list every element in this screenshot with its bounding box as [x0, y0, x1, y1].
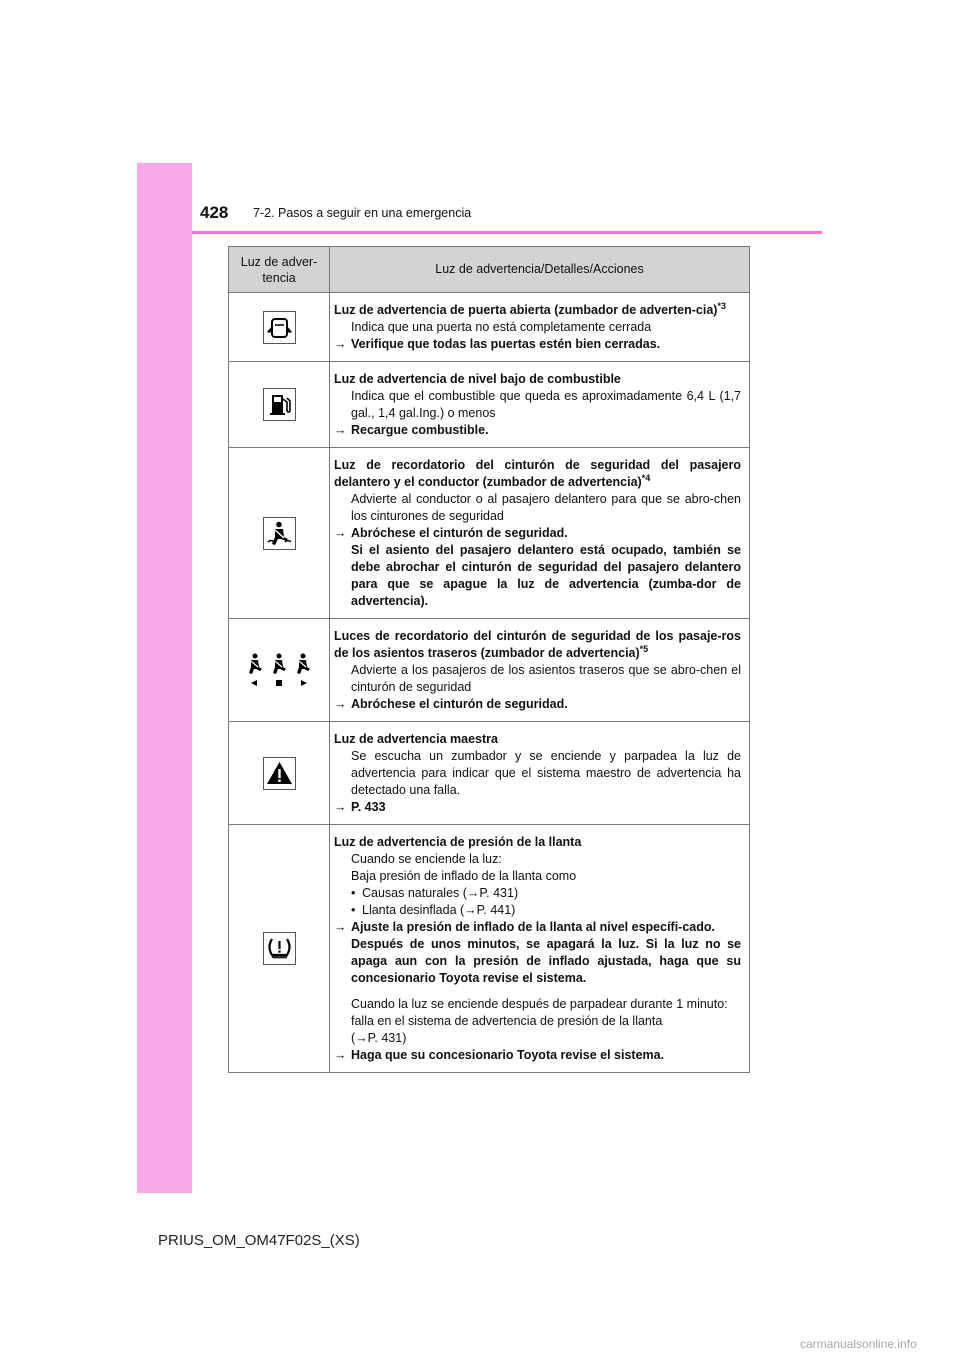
- row-action: [334, 525, 741, 542]
- section-title: 7-2. Pasos a seguir en una emergencia: [253, 206, 472, 220]
- page-reference: P. 431): [367, 1031, 407, 1045]
- arrow-icon: →: [334, 1048, 347, 1062]
- page-number: 428: [200, 203, 229, 222]
- icon-cell: [229, 722, 330, 825]
- arrow-icon: →: [334, 697, 347, 711]
- footnote-ref: *4: [641, 472, 651, 483]
- list-item-text: Causas naturales (: [362, 886, 467, 900]
- row-title: Luz de advertencia de presión de la llanta: [334, 835, 582, 849]
- seatbelt-icon: [263, 517, 296, 550]
- row-description: Cuando se enciende la luz:: [351, 852, 502, 866]
- watermark: carmanualsonline.info: [800, 1337, 917, 1351]
- footnote-ref: *5: [639, 643, 649, 654]
- row-details: [330, 722, 750, 825]
- row-title: [334, 302, 741, 319]
- table-row: [229, 293, 750, 362]
- row-action: [334, 696, 741, 713]
- arrow-icon: →: [334, 423, 347, 437]
- row-title-text: Luz de recordatorio del cinturón de seguridad del pasajero delantero y el conductor (zumbador de advertencia): [334, 458, 741, 489]
- row-title: Luz de advertencia maestra: [334, 732, 498, 746]
- master-warning-icon: [263, 757, 296, 790]
- page-side-tab: [137, 163, 192, 1193]
- row-title: [334, 457, 741, 491]
- row-action: [334, 919, 741, 936]
- list-item: [334, 902, 741, 919]
- row-description: falla en el sistema de advertencia de presión de la llanta: [351, 1014, 663, 1028]
- row-title: Luz de advertencia de nivel bajo de combustible: [334, 372, 621, 386]
- arrow-icon: →: [464, 903, 477, 917]
- row-action: [334, 1047, 741, 1064]
- tire-pressure-icon: [263, 932, 296, 965]
- row-details: [330, 448, 750, 619]
- rear-seatbelts-icon: [241, 651, 317, 689]
- spacer: [334, 987, 741, 996]
- row-description: Advierte a los pasajeros de los asientos traseros que se abro-chen el cinturón de seguridad: [351, 663, 741, 694]
- arrow-icon: →: [334, 526, 347, 540]
- row-action-text: Recargue combustible.: [351, 423, 489, 437]
- arrow-icon: →: [334, 920, 347, 934]
- page-reference: P. 441): [476, 903, 516, 917]
- footnote-ref: *3: [717, 300, 726, 311]
- page-reference: P. 431): [479, 886, 519, 900]
- list-item: [334, 885, 741, 902]
- table-row: [229, 619, 750, 722]
- row-action-detail: Después de unos minutos, se apagará la luz. Si la luz no se apaga aun con la presión de inflado ajustada, haga que su concesionario Toyota revise el sistema.: [351, 937, 741, 985]
- paren: (: [351, 1031, 356, 1045]
- icon-cell: [229, 619, 330, 722]
- row-description: Indica que el combustible que queda es aproximadamente 6,4 L (1,7 gal., 1,4 gal.Ing.) o menos: [351, 389, 741, 420]
- row-title: [334, 628, 741, 662]
- page-reference: P. 433: [351, 800, 386, 814]
- table-row: [229, 448, 750, 619]
- column-header-light: [229, 247, 330, 293]
- row-details: [330, 825, 750, 1073]
- icon-cell: [229, 448, 330, 619]
- row-action: [334, 336, 741, 353]
- document-code: PRIUS_OM_OM47F02S_(XS): [158, 1232, 360, 1249]
- row-action-text: Ajuste la presión de inflado de la llanta al nivel específi-cado.: [351, 920, 715, 934]
- row-title-text: Luces de recordatorio del cinturón de seguridad de los pasaje-ros de los asientos traseros (zumbador de advertencia): [334, 629, 741, 660]
- header-rule: [192, 231, 822, 234]
- row-action-text: Haga que su concesionario Toyota revise el sistema.: [351, 1048, 665, 1062]
- arrow-icon: →: [466, 886, 480, 900]
- row-action: [334, 799, 741, 816]
- table-row: [229, 362, 750, 448]
- door-open-icon: [263, 311, 296, 344]
- fuel-pump-icon: [263, 388, 296, 421]
- icon-cell: [229, 362, 330, 448]
- row-action-detail: Si el asiento del pasajero delantero está ocupado, también se debe abrochar el cinturón de seguridad del pasajero delantero para que se apague la luz de advertencia (zumba-dor de advertencia).: [351, 543, 741, 608]
- row-details: [330, 362, 750, 448]
- row-details: [330, 293, 750, 362]
- column-header-light-text: Luz de adver- tencia: [240, 254, 318, 285]
- column-header-details: Luz de advertencia/Detalles/Acciones: [330, 247, 750, 293]
- row-description: Se escucha un zumbador y se enciende y parpadea la luz de advertencia para indicar que el sistema maestro de advertencia ha detectado una falla.: [351, 749, 741, 797]
- row-action: [334, 422, 741, 439]
- row-action-text: Abróchese el cinturón de seguridad.: [351, 697, 568, 711]
- row-action-text: Abróchese el cinturón de seguridad.: [351, 526, 568, 540]
- table-header-row: [229, 247, 750, 293]
- arrow-icon: →: [355, 1031, 368, 1045]
- icon-cell: [229, 825, 330, 1073]
- arrow-icon: →: [334, 800, 347, 814]
- row-action-text: Verifique que todas las puertas estén bien cerradas.: [351, 337, 661, 351]
- row-description: Advierte al conductor o al pasajero delantero para que se abro-chen los cinturones de seguridad: [351, 492, 741, 523]
- row-description: Cuando la luz se enciende después de parpadear durante 1 minuto:: [351, 997, 728, 1011]
- row-description: Indica que una puerta no está completamente cerrada: [351, 320, 652, 334]
- arrow-icon: →: [334, 337, 347, 351]
- row-reference: [334, 1030, 741, 1047]
- list-item-text: Llanta desinflada (: [362, 903, 465, 917]
- warning-lights-table: [228, 246, 750, 1073]
- icon-cell: [229, 293, 330, 362]
- table-row: [229, 722, 750, 825]
- row-details: [330, 619, 750, 722]
- row-description: Baja presión de inflado de la llanta como: [351, 869, 577, 883]
- table-row: [229, 825, 750, 1073]
- row-title-text: Luz de advertencia de puerta abierta (zumbador de adverten-cia): [334, 303, 718, 317]
